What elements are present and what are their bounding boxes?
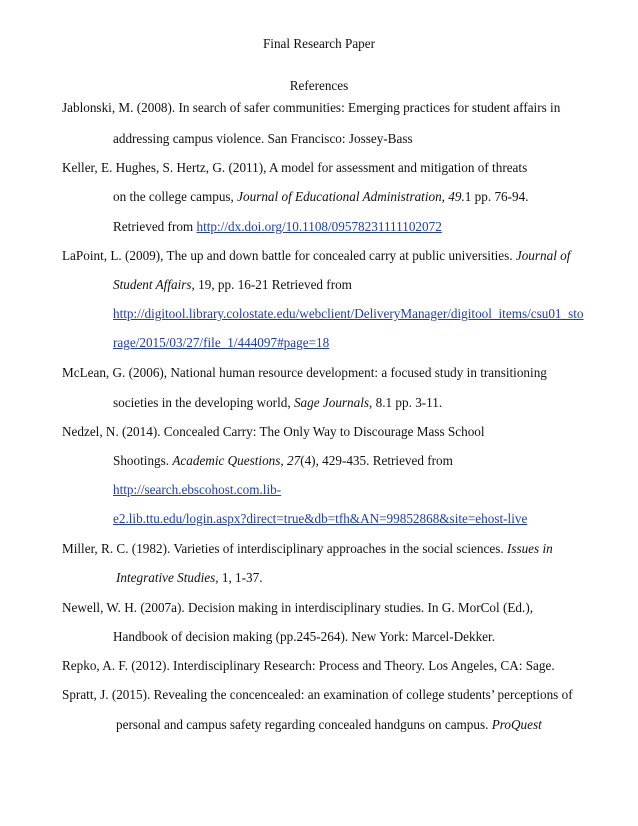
reference-line: Repko, A. F. (2012). Interdisciplinary Research: Process and Theory. Los Angeles, CA: Sage. bbox=[62, 658, 555, 673]
reference-line: Shootings. Academic Questions, 27(4), 429-435. Retrieved from bbox=[113, 453, 453, 468]
reference-line: Handbook of decision making (pp.245-264). New York: Marcel-Dekker. bbox=[113, 629, 495, 644]
reference-line: Miller, R. C. (1982). Varieties of interdisciplinary approaches in the social sciences. Issues in bbox=[62, 541, 553, 556]
reference-line: Integrative Studies, 1, 1-37. bbox=[116, 570, 263, 585]
reference-line: Jablonski, M. (2008). In search of safer communities: Emerging practices for student affairs in bbox=[62, 100, 561, 115]
reference-line: Newell, W. H. (2007a). Decision making in interdisciplinary studies. In G. MorCol (Ed.), bbox=[62, 600, 534, 615]
reference-line bbox=[113, 335, 329, 351]
reference-line: Keller, E. Hughes, S. Hertz, G. (2011), A model for assessment and mitigation of threats bbox=[62, 160, 528, 175]
reference-line: personal and campus safety regarding concealed handguns on campus. ProQuest bbox=[116, 717, 542, 732]
reference-line: Student Affairs, 19, pp. 16-21 Retrieved from bbox=[113, 277, 352, 292]
reference-line: Nedzel, N. (2014). Concealed Carry: The Only Way to Discourage Mass School bbox=[62, 424, 485, 439]
url-link[interactable]: rage/2015/03/27/file_1/444097#page=18 bbox=[113, 335, 330, 350]
running-title: Final Research Paper bbox=[262, 36, 376, 51]
url-link[interactable]: e2.lib.ttu.edu/login.aspx?direct=true&db=tfh&AN=99852868&site=ehost-live bbox=[113, 511, 528, 526]
references-heading: References bbox=[289, 78, 349, 93]
reference-line: societies in the developing world, Sage Journals, 8.1 pp. 3-11. bbox=[113, 395, 443, 410]
reference-line bbox=[113, 482, 281, 498]
doi-link[interactable]: http://dx.doi.org/10.1108/09578231111102072 bbox=[196, 219, 442, 234]
url-link[interactable]: http://search.ebscohost.com.lib- bbox=[113, 482, 282, 497]
reference-line: Retrieved from http://dx.doi.org/10.1108/09578231111102072 bbox=[113, 219, 442, 234]
reference-line bbox=[113, 511, 527, 527]
reference-line: Spratt, J. (2015). Revealing the concencealed: an examination of college students’ perceptions of bbox=[62, 687, 573, 702]
reference-line: addressing campus violence. San Francisco: Jossey-Bass bbox=[113, 131, 413, 146]
reference-line: McLean, G. (2006), National human resource development: a focused study in transitioning bbox=[62, 365, 547, 380]
reference-line: LaPoint, L. (2009), The up and down battle for concealed carry at public universities. Journal of bbox=[62, 248, 571, 263]
reference-line: on the college campus, Journal of Educational Administration, 49.1 pp. 76-94. bbox=[113, 189, 529, 204]
reference-line bbox=[113, 306, 584, 322]
url-link[interactable]: http://digitool.library.colostate.edu/webclient/DeliveryManager/digitool_items/csu01_sto bbox=[113, 306, 584, 321]
